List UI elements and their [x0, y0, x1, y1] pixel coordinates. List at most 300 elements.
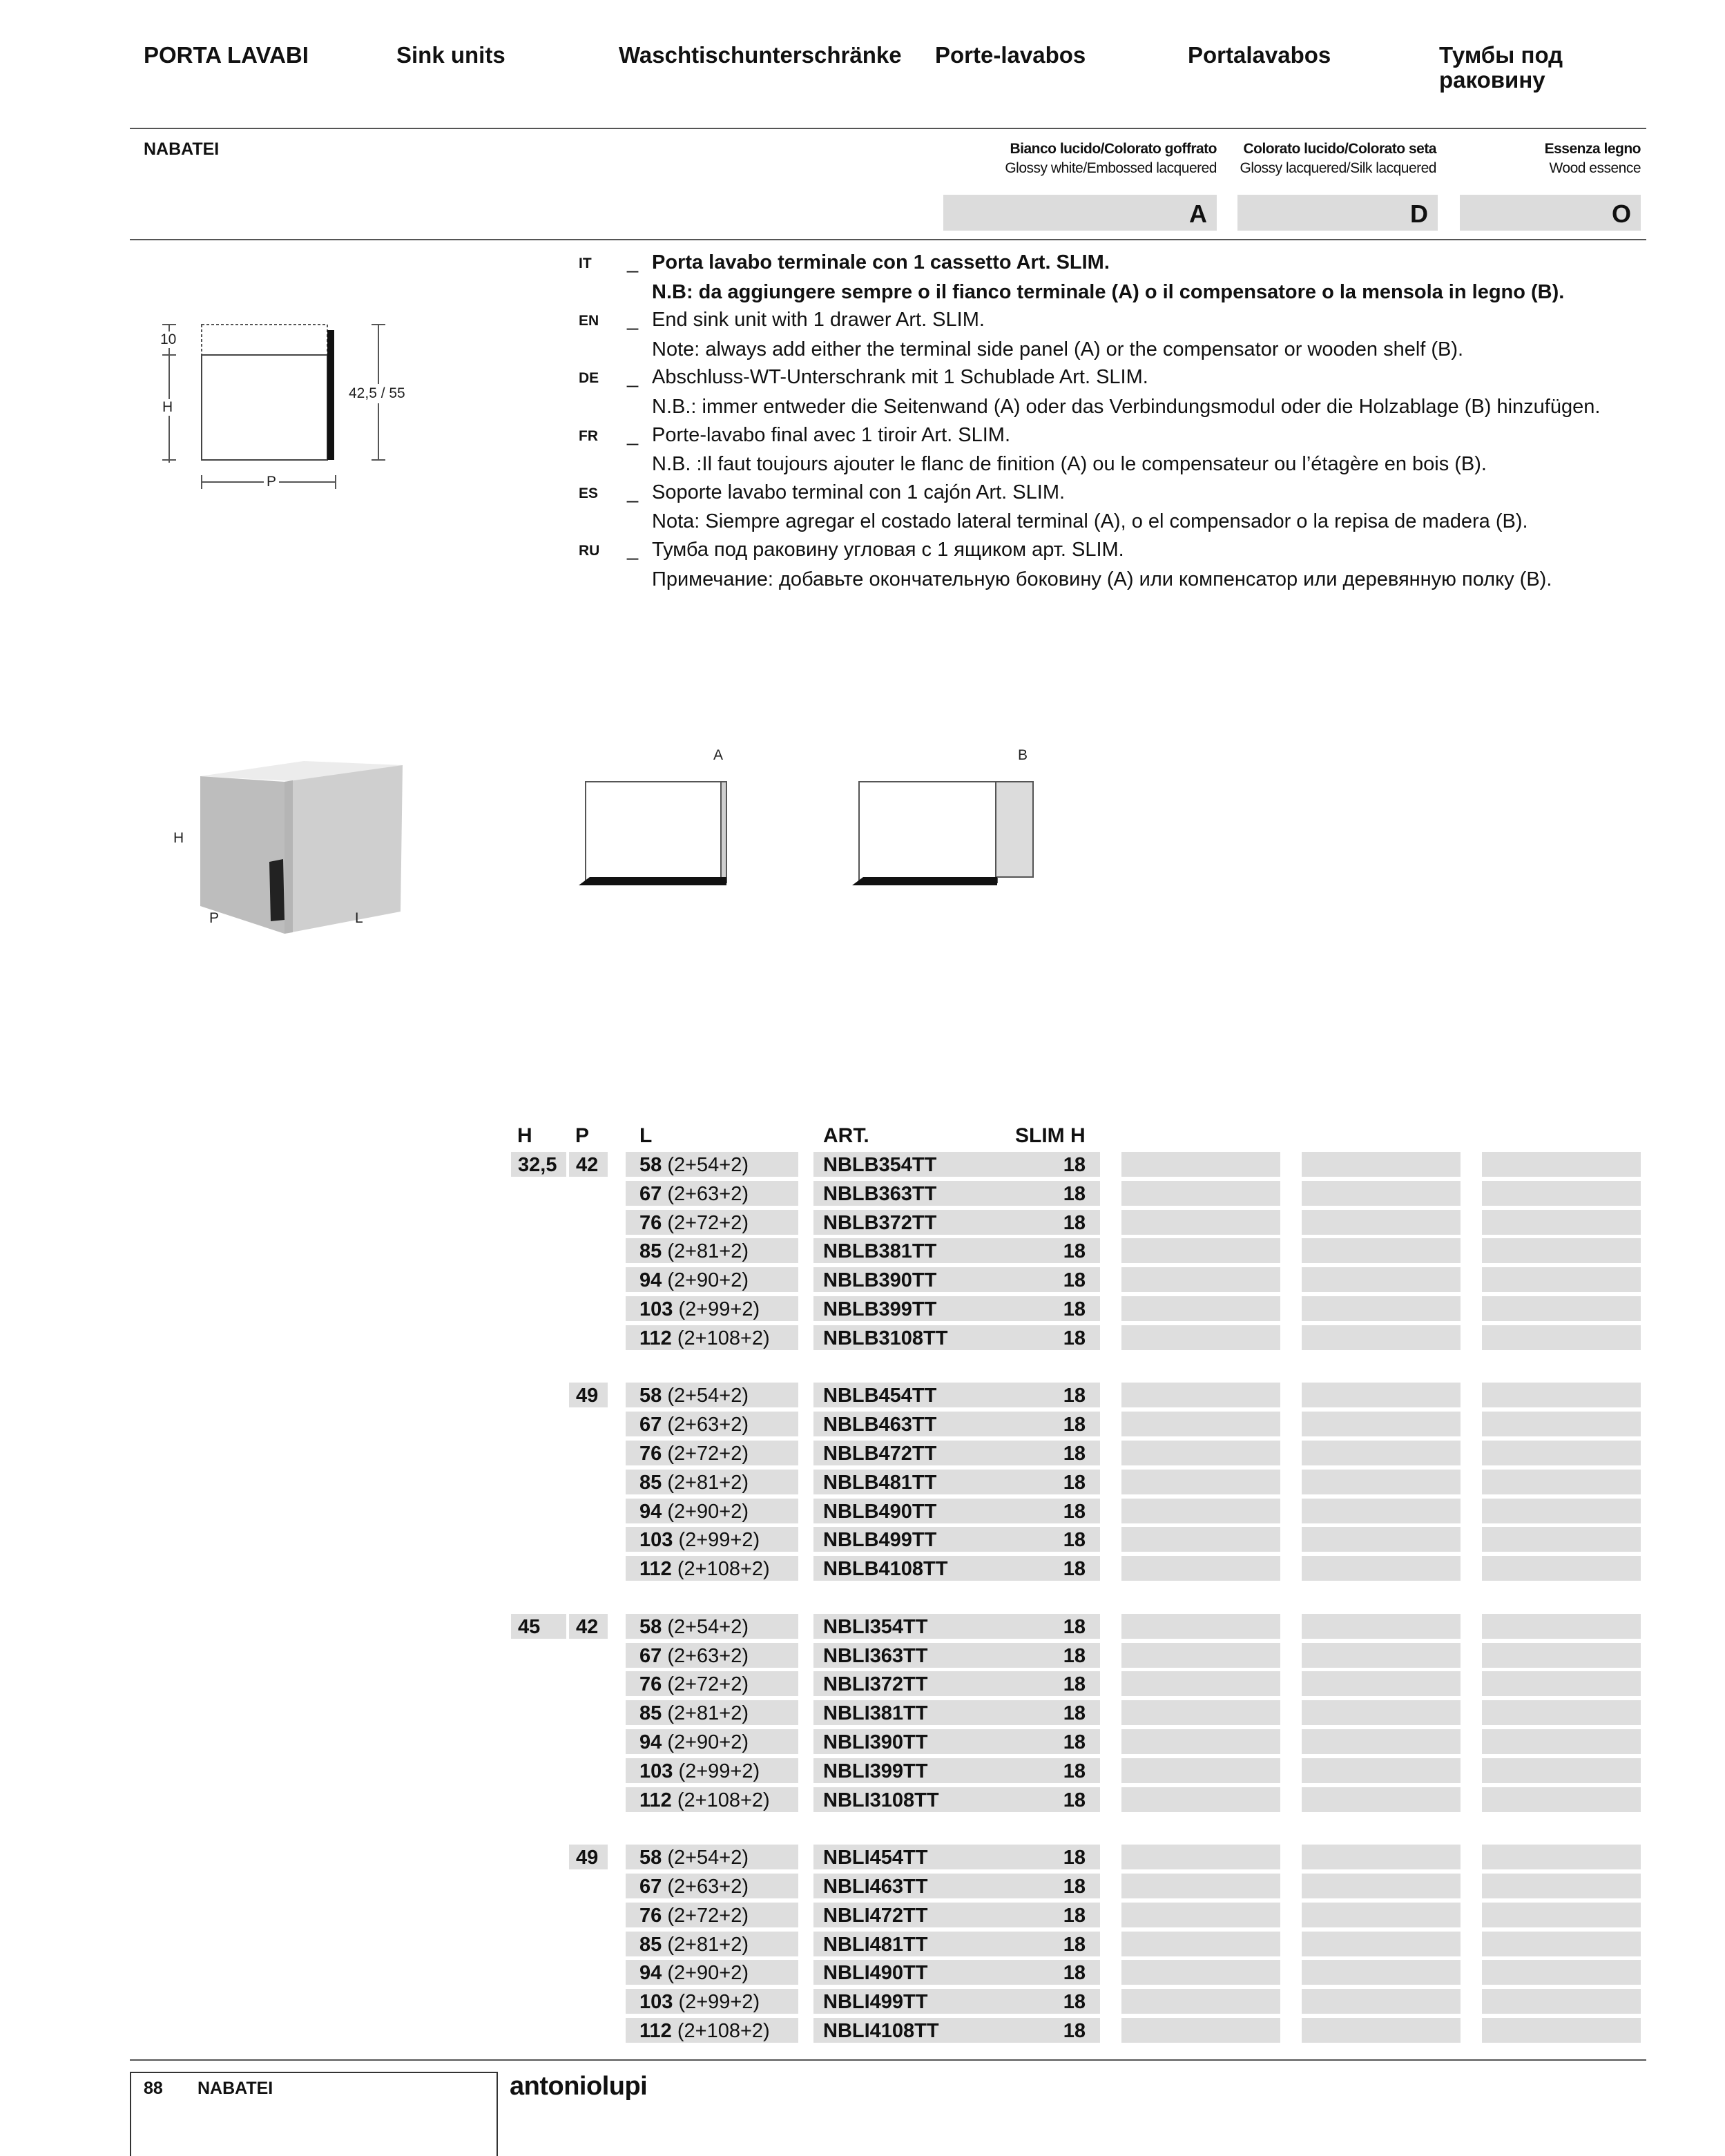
- cell-p: 42: [569, 1152, 608, 1177]
- finish-a-label: [967, 139, 1217, 178]
- price-swatch-a: [1121, 1441, 1280, 1465]
- cell-l: [626, 2018, 798, 2043]
- iso-l-label: L: [355, 910, 363, 926]
- cell-l: [626, 1787, 798, 1812]
- cell-h: 45: [511, 1614, 566, 1639]
- cell-l-detail: (2+72+2): [667, 1904, 749, 1927]
- price-swatch-o: [1482, 1470, 1641, 1494]
- header-title-it: PORTA LAVABI: [144, 42, 309, 68]
- cell-l-detail: (2+99+2): [678, 1991, 760, 2014]
- cell-slim-h: 18: [1063, 1876, 1086, 1898]
- finish-o-label: [1450, 139, 1641, 178]
- finish-o-it: Essenza legno: [1544, 141, 1641, 157]
- cell-l-detail: (2+72+2): [667, 1443, 749, 1465]
- cell-l-value: 103: [639, 1760, 673, 1782]
- cell-slim-h: 18: [1063, 1500, 1086, 1523]
- price-swatch-a: [1121, 1758, 1280, 1783]
- cell-l-value: 67: [639, 1182, 662, 1205]
- table-row: [0, 1412, 1725, 1436]
- price-swatch-d: [1302, 1470, 1461, 1494]
- cell-l-value: 58: [639, 1154, 662, 1176]
- table-row: [0, 1729, 1725, 1754]
- cell-l-detail: (2+63+2): [667, 1182, 749, 1205]
- price-swatch-o: [1482, 1700, 1641, 1725]
- price-swatch-o: [1482, 1296, 1641, 1321]
- cell-l: [626, 1845, 798, 1869]
- cell-art: NBLI399TT: [813, 1758, 1100, 1783]
- cell-l: [626, 1296, 798, 1321]
- price-swatch-d: [1302, 1210, 1461, 1235]
- cell-slim-h: 18: [1063, 1414, 1086, 1436]
- table-row: [0, 1932, 1725, 1956]
- price-swatch-a: [1121, 1960, 1280, 1985]
- cell-l-detail: (2+54+2): [667, 1615, 749, 1638]
- page-number: 88: [144, 2079, 163, 2098]
- desc-ru-1: Тумба под раковину угловая с 1 ящиком арт. SLIM.: [652, 538, 1124, 561]
- cell-art: NBLI354TT: [813, 1614, 1100, 1639]
- table-row: [0, 1643, 1725, 1668]
- price-swatch-a: [1121, 1267, 1280, 1292]
- cell-l-detail: (2+90+2): [667, 1731, 749, 1753]
- table-row: [0, 1499, 1725, 1523]
- cell-l: [626, 1325, 798, 1350]
- lang-ru: RU: [579, 542, 600, 559]
- price-swatch-a: [1121, 1152, 1280, 1177]
- cell-l-detail: (2+99+2): [678, 1760, 760, 1782]
- cell-art: NBLB4108TT: [813, 1556, 1100, 1581]
- price-swatch-a: [1121, 1527, 1280, 1552]
- cell-l-value: 76: [639, 1443, 662, 1465]
- price-swatch-a: [1121, 1671, 1280, 1696]
- price-swatch-a: [1121, 1729, 1280, 1754]
- cell-l-value: 112: [639, 1327, 672, 1349]
- cell-l: [626, 1671, 798, 1696]
- price-swatch-d: [1302, 1874, 1461, 1898]
- lang-de: DE: [579, 370, 599, 387]
- option-b-label: B: [1018, 747, 1028, 763]
- col-header-slim-h: SLIM H: [1015, 1124, 1086, 1147]
- price-swatch-d: [1302, 1499, 1461, 1523]
- cell-art: NBLI390TT: [813, 1729, 1100, 1754]
- cell-l-detail: (2+90+2): [667, 1962, 749, 1985]
- option-a-label: A: [713, 747, 724, 763]
- price-swatch-a: [1121, 1181, 1280, 1206]
- cell-l-value: 103: [639, 1529, 673, 1552]
- cell-l: [626, 1152, 798, 1177]
- header-title-de: Waschtischunterschränke: [619, 42, 902, 68]
- cell-slim-h: 18: [1063, 1904, 1086, 1927]
- brand-logo: antoniolupi: [510, 2072, 648, 2101]
- cell-l: [626, 1556, 798, 1581]
- cell-p: 42: [569, 1614, 608, 1639]
- desc-en-2: Note: always add either the terminal side panel (A) or the compensator or wooden shelf (B).: [652, 338, 1464, 360]
- table-row: [0, 1700, 1725, 1725]
- header-divider: [130, 128, 1646, 129]
- cell-art: NBLB454TT: [813, 1383, 1100, 1407]
- footer-frame: [130, 2072, 499, 2156]
- cell-l-value: 103: [639, 1991, 673, 2014]
- header-title-es: Portalavabos: [1188, 42, 1331, 68]
- col-header-l: L: [639, 1124, 653, 1147]
- price-swatch-o: [1482, 1325, 1641, 1350]
- price-swatch-o: [1482, 1181, 1641, 1206]
- desc-de-2: N.B.: immer entweder die Seitenwand (A) oder das Verbindungsmodul oder die Holzablage (B) hinzufügen.: [652, 395, 1601, 418]
- option-a-diagram: [579, 780, 738, 888]
- cell-l-detail: (2+81+2): [667, 1240, 749, 1263]
- cell-h: 32,5: [511, 1152, 566, 1177]
- cell-l: [626, 1527, 798, 1552]
- cell-slim-h: 18: [1063, 1962, 1086, 1985]
- cell-l-value: 85: [639, 1240, 662, 1263]
- dim-height-label: H: [162, 399, 173, 415]
- cell-l-value: 67: [639, 1876, 662, 1898]
- price-swatch-d: [1302, 1238, 1461, 1263]
- cell-l-value: 76: [639, 1904, 662, 1927]
- price-swatch-a: [1121, 1932, 1280, 1956]
- price-swatch-o: [1482, 1960, 1641, 1985]
- price-swatch-o: [1482, 1787, 1641, 1812]
- table-row: [0, 1960, 1725, 1985]
- cell-l: [626, 1210, 798, 1235]
- price-swatch-a: [1121, 1470, 1280, 1494]
- price-swatch-d: [1302, 1960, 1461, 1985]
- price-swatch-o: [1482, 1932, 1641, 1956]
- dim-top-label: 10: [160, 331, 177, 347]
- finish-o-code: O: [1460, 195, 1641, 231]
- finish-d-code: D: [1237, 195, 1438, 231]
- col-header-art: ART.: [823, 1124, 869, 1147]
- price-swatch-d: [1302, 1556, 1461, 1581]
- cell-art: NBLB399TT: [813, 1296, 1100, 1321]
- cell-l-detail: (2+90+2): [667, 1500, 749, 1523]
- cell-art: NBLB354TT: [813, 1152, 1100, 1177]
- cell-l-value: 76: [639, 1211, 662, 1234]
- cell-l-detail: (2+90+2): [667, 1269, 749, 1292]
- option-b-diagram: [852, 780, 1039, 888]
- price-swatch-d: [1302, 1758, 1461, 1783]
- cell-art: NBLI372TT: [813, 1671, 1100, 1696]
- table-row: [0, 1238, 1725, 1263]
- cell-slim-h: 18: [1063, 1615, 1086, 1638]
- cell-slim-h: 18: [1063, 1327, 1086, 1349]
- iso-h-label: H: [173, 830, 184, 846]
- header-title-en: Sink units: [396, 42, 505, 68]
- product-name: NABATEI: [144, 139, 220, 159]
- price-swatch-o: [1482, 1614, 1641, 1639]
- footer-section: NABATEI: [197, 2079, 273, 2098]
- cell-l-value: 103: [639, 1298, 673, 1320]
- cell-art: NBLI363TT: [813, 1643, 1100, 1668]
- price-swatch-d: [1302, 1643, 1461, 1668]
- cell-l-value: 67: [639, 1644, 662, 1667]
- price-swatch-o: [1482, 1238, 1641, 1263]
- price-swatch-a: [1121, 1383, 1280, 1407]
- table-row: [0, 1787, 1725, 1812]
- table-row: [0, 1383, 1725, 1407]
- desc-it-2: N.B: da aggiungere sempre o il fianco terminale (A) o il compensatore o la mensola in legno (B).: [652, 280, 1565, 303]
- cell-slim-h: 18: [1063, 2020, 1086, 2042]
- table-row: [0, 1181, 1725, 1206]
- price-swatch-a: [1121, 1499, 1280, 1523]
- cell-art: NBLB472TT: [813, 1441, 1100, 1465]
- cell-art: NBLB390TT: [813, 1267, 1100, 1292]
- side-view-diagram: [152, 311, 414, 504]
- price-swatch-a: [1121, 1614, 1280, 1639]
- cell-l-value: 112: [639, 1558, 672, 1581]
- cell-l: [626, 1960, 798, 1985]
- cell-l-detail: (2+72+2): [667, 1211, 749, 1234]
- table-row: [0, 1296, 1725, 1321]
- price-swatch-a: [1121, 1296, 1280, 1321]
- price-swatch-o: [1482, 1671, 1641, 1696]
- unit-isometric-image: [193, 760, 421, 939]
- price-swatch-o: [1482, 1267, 1641, 1292]
- price-swatch-o: [1482, 1383, 1641, 1407]
- col-header-h: H: [517, 1124, 532, 1147]
- table-row: [0, 1325, 1725, 1350]
- cell-l: [626, 1874, 798, 1898]
- cell-l: [626, 1499, 798, 1523]
- cell-slim-h: 18: [1063, 1789, 1086, 1811]
- cell-l-detail: (2+54+2): [667, 1385, 749, 1407]
- price-swatch-d: [1302, 2018, 1461, 2043]
- finish-a-en: Glossy white/Embossed lacquered: [1005, 160, 1217, 176]
- price-swatch-d: [1302, 1325, 1461, 1350]
- footer-divider: [130, 2059, 1646, 2061]
- cell-slim-h: 18: [1063, 1240, 1086, 1263]
- cell-l: [626, 1989, 798, 2014]
- cell-l-detail: (2+108+2): [677, 1558, 770, 1581]
- price-swatch-o: [1482, 1210, 1641, 1235]
- price-swatch-a: [1121, 1989, 1280, 2014]
- cell-art: NBLB481TT: [813, 1470, 1100, 1494]
- header-title-fr: Porte-lavabos: [935, 42, 1086, 68]
- cell-art: NBLI3108TT: [813, 1787, 1100, 1812]
- cell-l-value: 58: [639, 1847, 662, 1869]
- cell-art: NBLI472TT: [813, 1903, 1100, 1927]
- cell-slim-h: 18: [1063, 1269, 1086, 1292]
- cell-l: [626, 1267, 798, 1292]
- cell-art: NBLI4108TT: [813, 2018, 1100, 2043]
- cell-l-value: 58: [639, 1615, 662, 1638]
- cell-slim-h: 18: [1063, 1847, 1086, 1869]
- table-row: [0, 1989, 1725, 2014]
- desc-es-1: Soporte lavabo terminal con 1 cajón Art. SLIM.: [652, 481, 1066, 503]
- lang-es: ES: [579, 485, 599, 501]
- price-swatch-a: [1121, 1238, 1280, 1263]
- finish-d-en: Glossy lacquered/Silk lacquered: [1240, 160, 1436, 176]
- price-swatch-d: [1302, 1700, 1461, 1725]
- table-row: [0, 1152, 1725, 1177]
- price-swatch-d: [1302, 1989, 1461, 2014]
- price-swatch-o: [1482, 1903, 1641, 1927]
- price-swatch-d: [1302, 1787, 1461, 1812]
- cell-slim-h: 18: [1063, 1182, 1086, 1205]
- price-swatch-d: [1302, 1729, 1461, 1754]
- price-swatch-o: [1482, 1499, 1641, 1523]
- price-swatch-a: [1121, 1325, 1280, 1350]
- desc-fr-2: N.B. :Il faut toujours ajouter le flanc de finition (A) ou le compensateur ou l’étagère en bois (B).: [652, 453, 1487, 476]
- table-row: [0, 1614, 1725, 1639]
- price-swatch-d: [1302, 1671, 1461, 1696]
- price-swatch-d: [1302, 1267, 1461, 1292]
- table-row: [0, 1874, 1725, 1898]
- cell-art: NBLB463TT: [813, 1412, 1100, 1436]
- price-swatch-o: [1482, 1758, 1641, 1783]
- table-row: [0, 1441, 1725, 1465]
- description-block: IT _ Porta lavabo terminale con 1 cassetto Art. SLIM. N.B: da aggiungere sempre o il fianco terminale (A) o il compensatore o la mensola in legno (B). EN _ End sink unit with 1 drawer Art. SLIM. Note: always add either the terminal side panel (A) or the compensator or wooden shelf (B). DE _ Abschluss-WT-Unterschrank mit 1 Schublade Art. SLIM. N.B.: immer entweder die Seitenwand (A) oder das Verbindungsmodul oder die Holzablage (B) hinzufügen. FR _ Porte-lavabo final avec 1 tiroir Art. SLIM. N.B. :Il faut toujours ajouter le flanc de finition (A) ou le compensateur ou l’étagère en bois (B). ES _ Soporte lavabo terminal con 1 cajón Art. SLIM. Nota: Siempre agregar el costado lateral terminal (A), o el compensador o la repisa de madera (B). RU _ Тумба под раковину угловая с 1 ящиком арт. SLIM. Примечание: добавьте окончательную боковину (A) или компенсатор или деревянную полку (B).: [579, 249, 1656, 593]
- price-swatch-a: [1121, 2018, 1280, 2043]
- price-swatch-d: [1302, 1181, 1461, 1206]
- cell-slim-h: 18: [1063, 1702, 1086, 1725]
- table-row: [0, 1527, 1725, 1552]
- cell-l: [626, 1903, 798, 1927]
- cell-slim-h: 18: [1063, 1644, 1086, 1667]
- price-swatch-a: [1121, 1903, 1280, 1927]
- col-header-p: P: [575, 1124, 590, 1147]
- price-swatch-o: [1482, 1845, 1641, 1869]
- cell-slim-h: 18: [1063, 1673, 1086, 1696]
- cell-l-value: 94: [639, 1500, 662, 1523]
- finish-d-it: Colorato lucido/Colorato seta: [1243, 141, 1436, 157]
- cell-l: [626, 1383, 798, 1407]
- desc-fr-1: Porte-lavabo final avec 1 tiroir Art. SLIM.: [652, 423, 1010, 446]
- desc-es-2: Nota: Siempre agregar el costado lateral terminal (A), o el compensador o la repisa de madera (B).: [652, 510, 1528, 533]
- cell-art: NBLB381TT: [813, 1238, 1100, 1263]
- cell-l-detail: (2+63+2): [667, 1644, 749, 1667]
- cell-p: 49: [569, 1383, 608, 1407]
- dim-depth-label: P: [264, 474, 279, 490]
- price-swatch-a: [1121, 1412, 1280, 1436]
- cell-slim-h: 18: [1063, 1154, 1086, 1176]
- cell-l-detail: (2+54+2): [667, 1847, 749, 1869]
- price-swatch-o: [1482, 2018, 1641, 2043]
- price-swatch-o: [1482, 1152, 1641, 1177]
- cell-art: NBLI481TT: [813, 1932, 1100, 1956]
- cell-art: NBLI454TT: [813, 1845, 1100, 1869]
- section-divider: [130, 239, 1646, 240]
- cell-slim-h: 18: [1063, 1443, 1086, 1465]
- cell-slim-h: 18: [1063, 1558, 1086, 1581]
- cell-l-value: 94: [639, 1269, 662, 1292]
- price-swatch-d: [1302, 1296, 1461, 1321]
- price-swatch-o: [1482, 1643, 1641, 1668]
- price-swatch-d: [1302, 1152, 1461, 1177]
- cell-l-detail: (2+54+2): [667, 1154, 749, 1176]
- cell-l-value: 85: [639, 1702, 662, 1725]
- cell-l-detail: (2+63+2): [667, 1414, 749, 1436]
- price-swatch-d: [1302, 1903, 1461, 1927]
- price-swatch-a: [1121, 1210, 1280, 1235]
- cell-slim-h: 18: [1063, 1991, 1086, 2014]
- cell-l-detail: (2+108+2): [677, 2020, 770, 2042]
- cell-art: NBLI499TT: [813, 1989, 1100, 2014]
- cell-l-value: 67: [639, 1414, 662, 1436]
- price-swatch-o: [1482, 1527, 1641, 1552]
- header-title-ru: Тумбы под раковину: [1439, 42, 1563, 93]
- cell-l: [626, 1758, 798, 1783]
- table-row: [0, 1758, 1725, 1783]
- cell-slim-h: 18: [1063, 1760, 1086, 1782]
- price-swatch-a: [1121, 1700, 1280, 1725]
- cell-l-value: 94: [639, 1962, 662, 1985]
- desc-ru-2: Примечание: добавьте окончательную боковину (A) или компенсатор или деревянную полку (B).: [652, 568, 1552, 590]
- cell-l-detail: (2+81+2): [667, 1702, 749, 1725]
- desc-en-1: End sink unit with 1 drawer Art. SLIM.: [652, 309, 985, 331]
- cell-art: NBLB499TT: [813, 1527, 1100, 1552]
- cell-l-value: 112: [639, 1789, 672, 1811]
- cell-art: NBLB363TT: [813, 1181, 1100, 1206]
- desc-it-1: Porta lavabo terminale con 1 cassetto Art. SLIM.: [652, 251, 1110, 273]
- table-row: [0, 1845, 1725, 1869]
- price-swatch-a: [1121, 1556, 1280, 1581]
- price-swatch-d: [1302, 1527, 1461, 1552]
- finish-a-code: A: [943, 195, 1217, 231]
- cell-slim-h: 18: [1063, 1529, 1086, 1552]
- table-row: [0, 1671, 1725, 1696]
- cell-l: [626, 1614, 798, 1639]
- cell-l-value: 58: [639, 1385, 662, 1407]
- table-row: [0, 1470, 1725, 1494]
- price-swatch-a: [1121, 1787, 1280, 1812]
- lang-en: EN: [579, 313, 599, 329]
- price-swatch-o: [1482, 1989, 1641, 2014]
- cell-l-detail: (2+108+2): [677, 1789, 770, 1811]
- cell-l: [626, 1412, 798, 1436]
- price-swatch-a: [1121, 1874, 1280, 1898]
- table-row: [0, 1556, 1725, 1581]
- cell-slim-h: 18: [1063, 1731, 1086, 1753]
- cell-l-value: 76: [639, 1673, 662, 1696]
- price-swatch-o: [1482, 1556, 1641, 1581]
- cell-l: [626, 1441, 798, 1465]
- cell-l-value: 85: [639, 1933, 662, 1956]
- price-swatch-a: [1121, 1643, 1280, 1668]
- cell-slim-h: 18: [1063, 1385, 1086, 1407]
- cell-l: [626, 1181, 798, 1206]
- cell-l: [626, 1238, 798, 1263]
- cell-l-value: 85: [639, 1471, 662, 1494]
- cell-l-detail: (2+72+2): [667, 1673, 749, 1696]
- cell-l-detail: (2+81+2): [667, 1933, 749, 1956]
- cell-art: NBLI490TT: [813, 1960, 1100, 1985]
- desc-de-1: Abschluss-WT-Unterschrank mit 1 Schublade Art. SLIM.: [652, 366, 1148, 389]
- cell-l: [626, 1470, 798, 1494]
- cell-l: [626, 1643, 798, 1668]
- cell-art: NBLI463TT: [813, 1874, 1100, 1898]
- cell-l: [626, 1700, 798, 1725]
- finish-a-it: Bianco lucido/Colorato goffrato: [1010, 141, 1217, 157]
- cell-p: 49: [569, 1845, 608, 1869]
- finish-o-en: Wood essence: [1549, 160, 1641, 176]
- price-swatch-d: [1302, 1383, 1461, 1407]
- cell-l-value: 94: [639, 1731, 662, 1753]
- cell-art: NBLB490TT: [813, 1499, 1100, 1523]
- price-swatch-d: [1302, 1932, 1461, 1956]
- price-swatch-o: [1482, 1874, 1641, 1898]
- iso-p-label: P: [209, 910, 220, 926]
- table-row: [0, 2018, 1725, 2043]
- lang-fr: FR: [579, 427, 598, 444]
- cell-l-detail: (2+108+2): [677, 1327, 770, 1349]
- cell-art: NBLB3108TT: [813, 1325, 1100, 1350]
- cell-art: NBLI381TT: [813, 1700, 1100, 1725]
- price-swatch-d: [1302, 1441, 1461, 1465]
- cell-l-detail: (2+63+2): [667, 1876, 749, 1898]
- cell-art: NBLB372TT: [813, 1210, 1100, 1235]
- price-swatch-d: [1302, 1412, 1461, 1436]
- lang-it: IT: [579, 256, 592, 271]
